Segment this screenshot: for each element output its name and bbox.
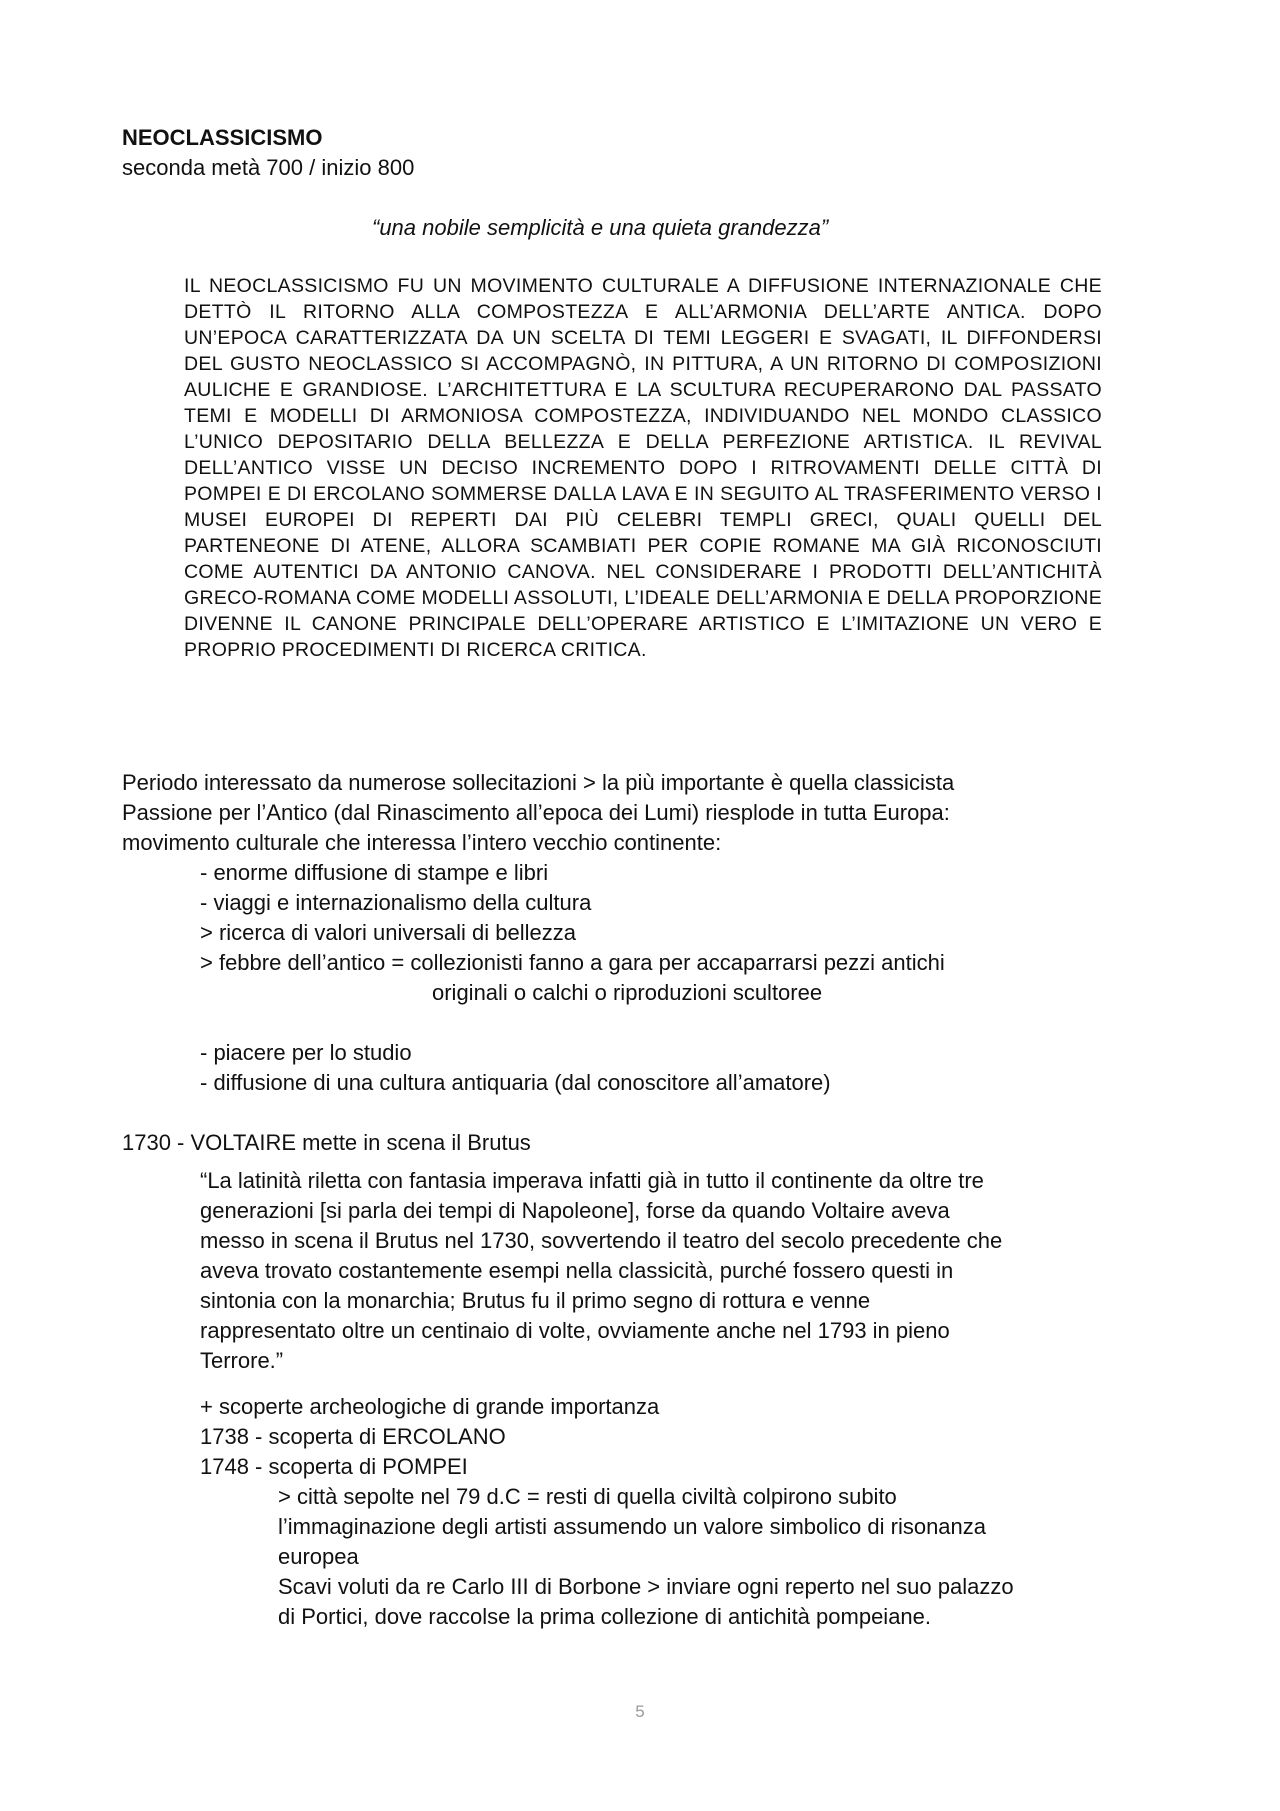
intro-line: movimento culturale che interessa l’intero vecchio continente: [122, 830, 722, 855]
list-item: > febbre dell’antico = collezionisti fanno a gara per accaparrarsi pezzi antichi [200, 950, 945, 975]
intro-line: Passione per l’Antico (dal Rinascimento all’epoca dei Lumi) riesplode in tutta Europa: [122, 800, 950, 825]
note-line: > città sepolte nel 79 d.C = resti di quella civiltà colpirono subito [278, 1484, 897, 1509]
discoveries-section [200, 1392, 1160, 1482]
list-item: - diffusione di una cultura antiquaria (dal conoscitore all’amatore) [200, 1070, 831, 1095]
quote-line: “La latinità riletta con fantasia imperava infatti già in tutto il continente da oltre tre [200, 1168, 984, 1193]
list-item: - piacere per lo studio [200, 1040, 412, 1065]
note-line: Scavi voluti da re Carlo III di Borbone > inviare ogni reperto nel suo palazzo [278, 1574, 1014, 1599]
discovery-line: + scoperte archeologiche di grande importanza [200, 1394, 660, 1419]
voltaire-quote [200, 1166, 1160, 1376]
list-item-continuation: originali o calchi o riproduzioni scultoree [432, 980, 823, 1005]
page-number: 5 [635, 1702, 645, 1721]
list-item: > ricerca di valori universali di bellezza [200, 920, 576, 945]
voltaire-heading: 1730 - VOLTAIRE mette in scena il Brutus [122, 1130, 531, 1155]
abstract-paragraph: IL NEOCLASSICISMO FU UN MOVIMENTO CULTURALE A DIFFUSIONE INTERNAZIONALE CHE DETTÒ IL RITORNO ALLA COMPOSTEZZA E ALL’ARMONIA DELL’ARTE ANTICA. DOPO UN’EPOCA CARATTERIZZATA DA UN SCELTA DI TEMI LEGGERI E SVAGATI, IL DIFFONDERSI DEL GUSTO NEOCLASSICO SI ACCOMPAGNÒ, IN PITTURA, A UN RITORNO DI COMPOSIZIONI AULICHE E GRANDIOSE. L’ARCHITETTURA E LA SCULTURA RECUPERARONO DAL PASSATO TEMI E MODELLI DI ARMONIOSA COMPOSTEZZA, INDIVIDUANDO NEL MONDO CLASSICO L’UNICO DEPOSITARIO DELLA BELLEZZA E DELLA PERFEZIONE ARTISTICA. IL REVIVAL DELL’ANTICO VISSE UN DECISO INCREMENTO DOPO I RITROVAMENTI DELLE CITTÀ DI POMPEI E DI ERCOLANO SOMMERSE DALLA LAVA E IN SEGUITO AL TRASFERIMENTO VERSO I MUSEI EUROPEI DI REPERTI DAI PIÙ CELEBRI TEMPLI GRECI, QUALI QUELLI DEL PARTENEONE DI ATENE, ALLORA SCAMBIATI PER COPIE ROMANE MA GIÀ RICONOSCIUTI COME AUTENTICI DA ANTONIO CANOVA. NEL CONSIDERARE I PRODOTTI DELL’ANTICHITÀ GRECO-ROMANA COME MODELLI ASSOLUTI, L’IDEALE DELL’ARMONIA E DELLA PROPORZIONE DIVENNE IL CANONE PRINCIPALE DELL’OPERARE ARTISTICO E L’IMITAZIONE UN VERO E PROPRIO PROCEDIMENTI DI RICERCA CRITICA. [184, 275, 1102, 661]
quote-line: messo in scena il Brutus nel 1730, sovvertendo il teatro del secolo precedente che [200, 1228, 1003, 1253]
intro-section-2 [122, 1038, 831, 1098]
discovery-line: 1738 - scoperta di ERCOLANO [200, 1424, 506, 1449]
quote-line: aveva trovato costantemente esempi nella classicità, purché fossero questi in [200, 1258, 954, 1283]
page-title: NEOCLASSICISMO [122, 125, 323, 150]
period-subtitle: seconda metà 700 / inizio 800 [122, 155, 415, 180]
quote-line: generazioni [si parla dei tempi di Napoleone], forse da quando Voltaire aveva [200, 1198, 950, 1223]
motto-quote: “una nobile semplicità e una quieta grandezza” [372, 215, 829, 240]
list-item: - viaggi e internazionalismo della cultura [200, 890, 592, 915]
quote-line: rappresentato oltre un centinaio di volte, ovviamente anche nel 1793 in pieno [200, 1318, 950, 1343]
quote-line: sintonia con la monarchia; Brutus fu il primo segno di rottura e venne [200, 1288, 871, 1313]
discovery-line: 1748 - scoperta di POMPEI [200, 1454, 468, 1479]
note-line: l’immaginazione degli artisti assumendo un valore simbolico di risonanza [278, 1514, 987, 1539]
intro-section [122, 768, 954, 1008]
note-line: di Portici, dove raccolse la prima collezione di antichità pompeiane. [278, 1604, 932, 1629]
quote-line: Terrore.” [200, 1348, 284, 1373]
pompei-notes [278, 1482, 1178, 1632]
note-line: europea [278, 1544, 359, 1569]
list-item: - enorme diffusione di stampe e libri [200, 860, 549, 885]
intro-line: Periodo interessato da numerose sollecitazioni > la più importante è quella classicista [122, 770, 955, 795]
